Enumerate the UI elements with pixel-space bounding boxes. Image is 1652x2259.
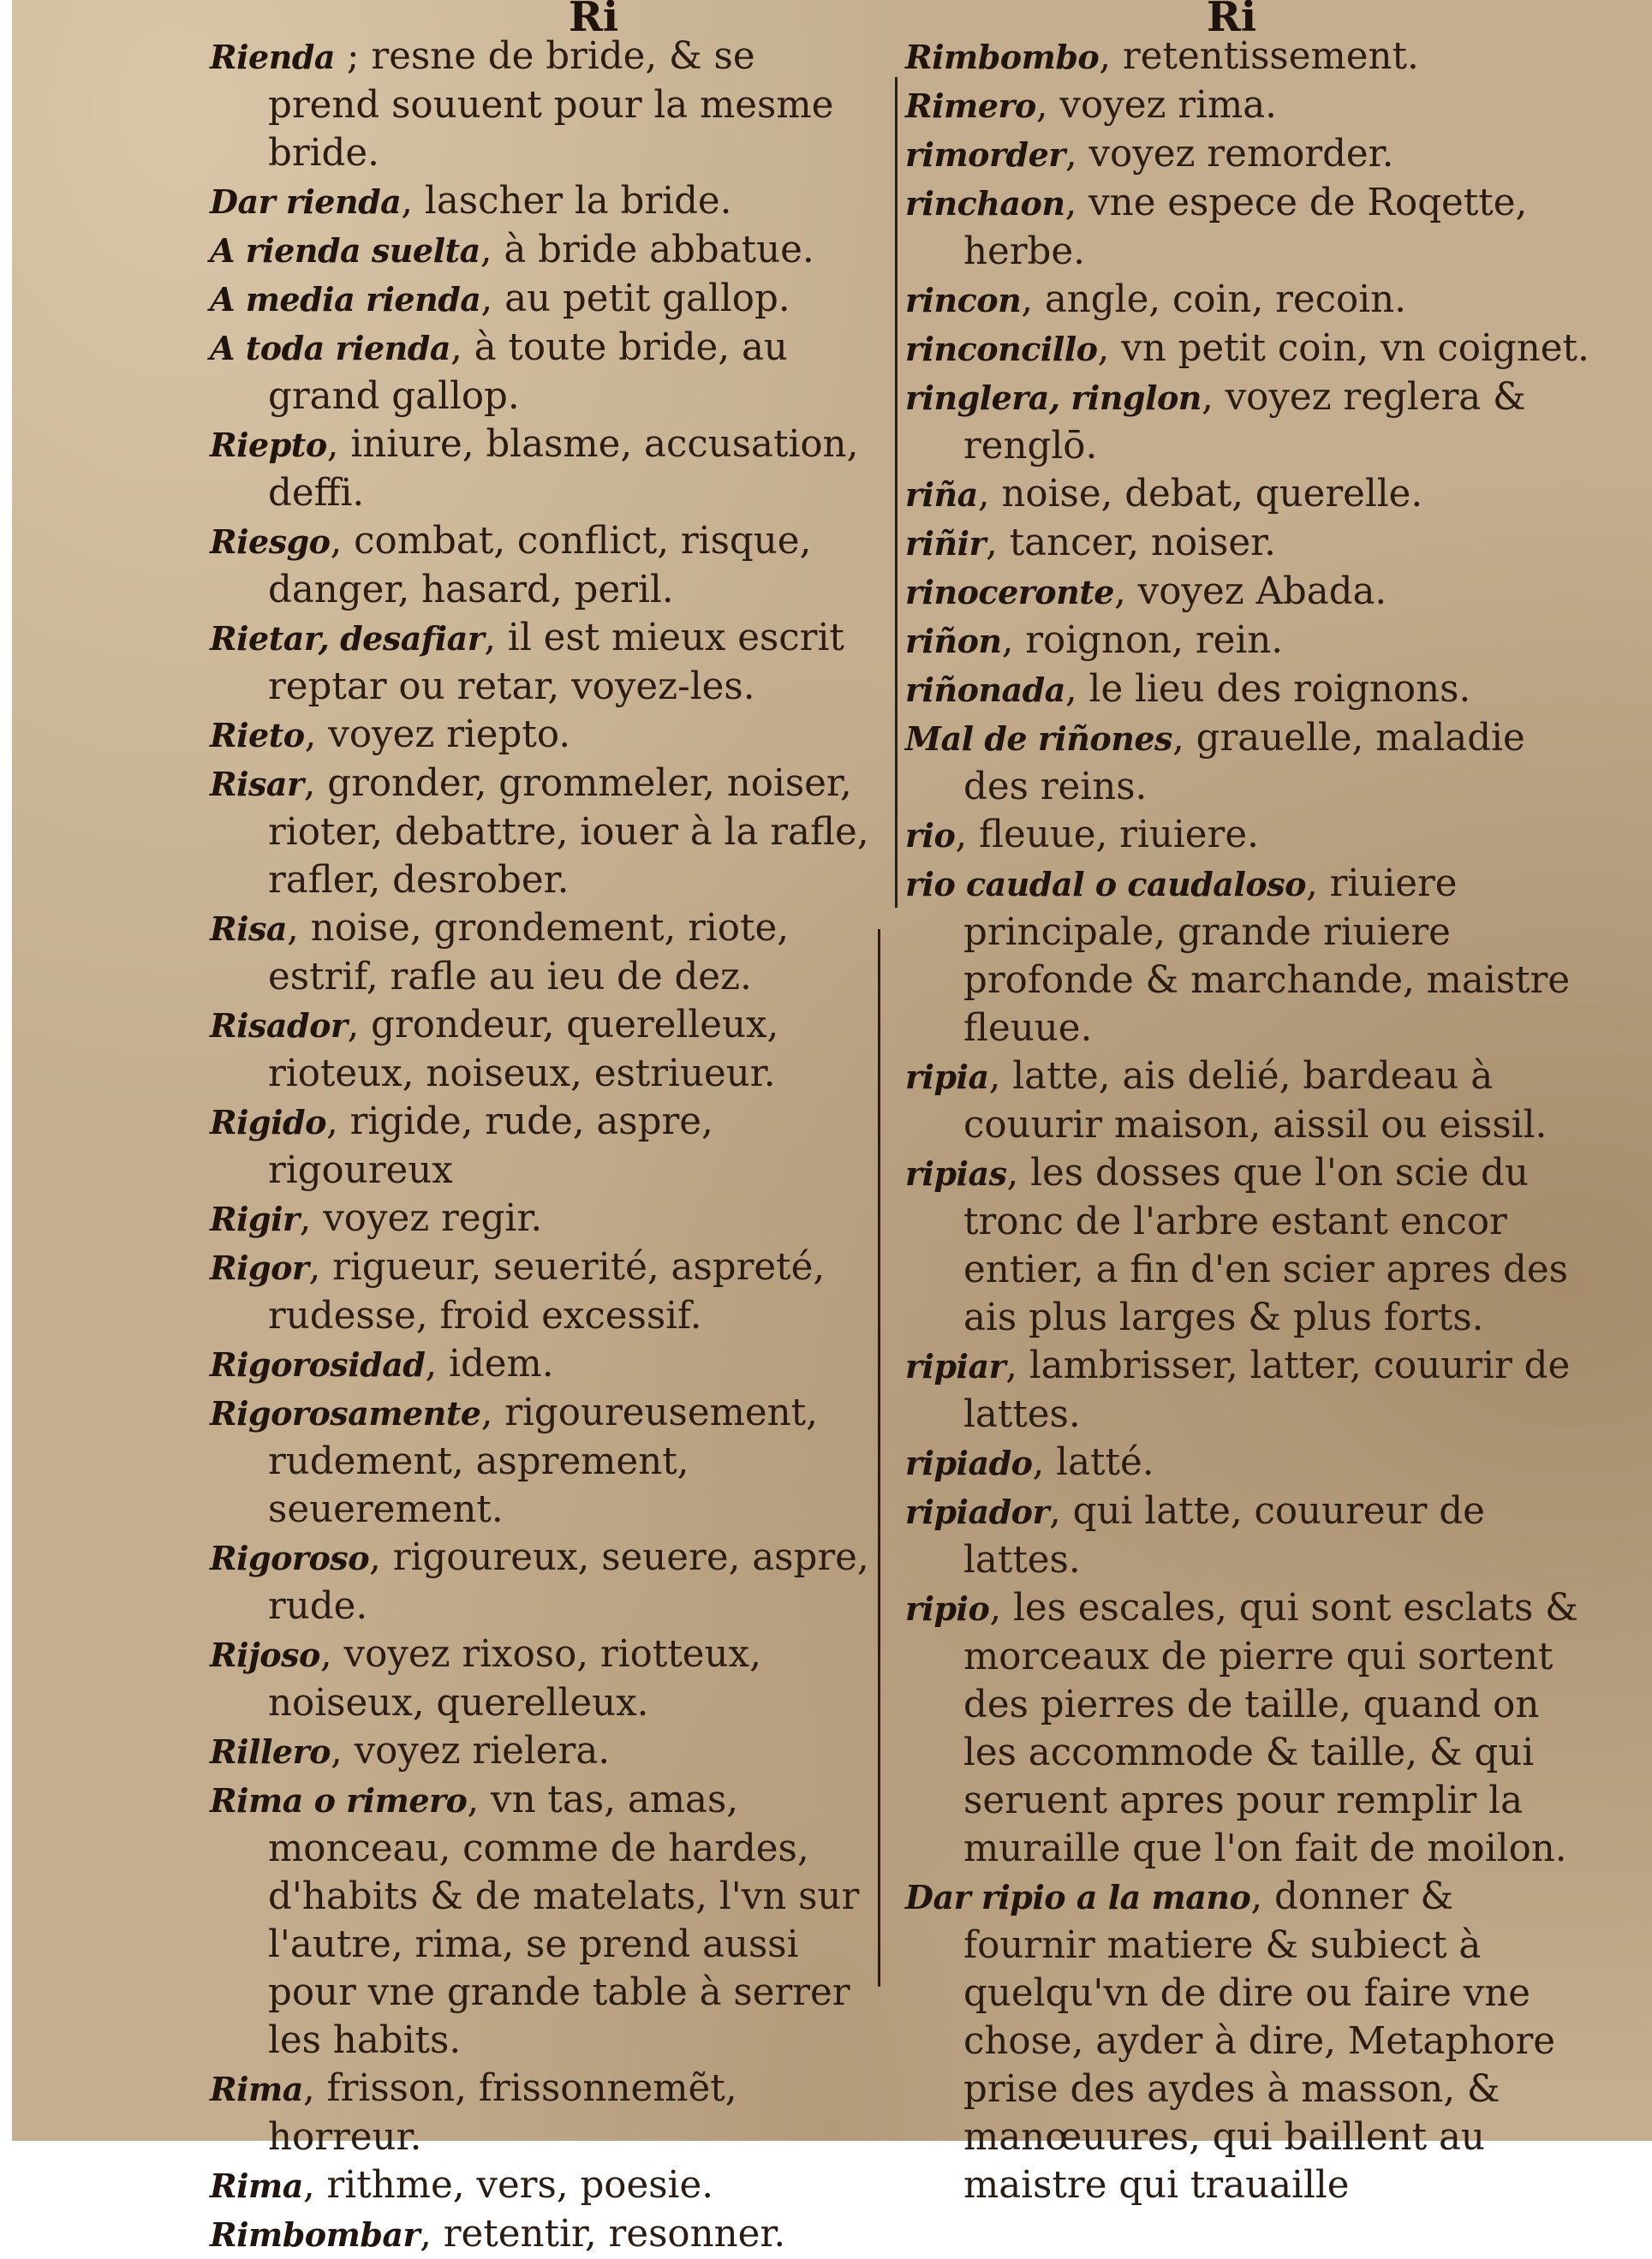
entry-headword: Rima bbox=[210, 2070, 303, 2108]
entry-headword: Rigido bbox=[210, 1103, 326, 1141]
entry-headword: Rigor bbox=[210, 1249, 309, 1287]
entry-definition: , qui latte, couureur de lattes. bbox=[963, 1490, 1485, 1582]
entry-headword: Rillero bbox=[210, 1732, 331, 1771]
dictionary-entry bbox=[905, 33, 1590, 81]
entry-headword: Rima o rimero bbox=[210, 1781, 468, 1820]
entry-headword: Rimbombar bbox=[210, 2215, 420, 2254]
entry-headword: ripio bbox=[905, 1589, 990, 1628]
entry-definition: , latte, ais delié, bardeau à couurir maison, aissil ou eissil. bbox=[963, 1055, 1548, 1147]
dictionary-entry bbox=[210, 1776, 878, 2065]
column-rule-upper bbox=[895, 77, 898, 908]
entry-headword: riña bbox=[905, 475, 978, 514]
entry-headword: rimorder bbox=[905, 135, 1065, 174]
entry-definition: , grauelle, maladie des reins. bbox=[963, 717, 1525, 808]
entry-definition: , les escales, qui sont esclats & morceaux de pierre qui sortent des pierres de taille, quand on les accommode & taille, & qui seruent apres pour remplir la muraille que l'on fait de moilon. bbox=[963, 1587, 1578, 1870]
dictionary-entry bbox=[905, 373, 1590, 470]
entry-headword: A media rienda bbox=[210, 280, 481, 319]
dictionary-entry bbox=[210, 1389, 878, 1534]
entry-definition: , combat, conflict, risque, danger, hasard, peril. bbox=[268, 520, 812, 611]
dictionary-entry bbox=[210, 1534, 878, 1630]
dictionary-entry bbox=[905, 179, 1590, 276]
entry-definition: , voyez rielera. bbox=[330, 1730, 611, 1773]
entry-definition: , lambrisser, latter, couurir de lattes. bbox=[963, 1344, 1571, 1436]
entry-definition: , rigoureusement, rudement, asprement, seuerement. bbox=[268, 1392, 818, 1531]
entry-definition: , rithme, vers, poesie. bbox=[302, 2164, 714, 2207]
entry-headword: rincon bbox=[905, 281, 1022, 319]
dictionary-entry bbox=[210, 275, 878, 324]
dictionary-entry bbox=[905, 1052, 1590, 1149]
dictionary-entry bbox=[210, 1098, 878, 1195]
entry-definition: , les dosses que l'on scie du tronc de l'arbre estant encor entier, a fin d'en scier apres des ais plus larges & plus forts. bbox=[963, 1152, 1568, 1339]
entry-definition: , frisson, frissonnemẽt, horreur. bbox=[268, 2067, 737, 2159]
entry-headword: Rienda bbox=[210, 38, 336, 76]
entry-headword: Rigoroso bbox=[210, 1539, 370, 1577]
dictionary-entry bbox=[905, 1342, 1590, 1439]
entry-headword: ripiador bbox=[905, 1493, 1050, 1531]
entry-headword: riñir bbox=[905, 524, 987, 563]
entry-definition: , tancer, noiser. bbox=[986, 522, 1276, 564]
dictionary-entry bbox=[905, 811, 1590, 860]
entry-headword: Riepto bbox=[210, 426, 327, 464]
dictionary-entry bbox=[905, 325, 1590, 373]
dictionary-entry bbox=[210, 177, 878, 226]
entry-headword: rinchaon bbox=[905, 184, 1065, 223]
dictionary-entry bbox=[210, 1340, 878, 1389]
entry-definition: , retentissement. bbox=[1099, 35, 1419, 78]
dictionary-entry bbox=[905, 1584, 1590, 1873]
entry-headword: Rijoso bbox=[210, 1636, 320, 1674]
entry-definition: , riuiere principale, grande riuiere profonde & marchande, maistre fleuue. bbox=[963, 862, 1571, 1050]
dictionary-entry bbox=[905, 1439, 1590, 1487]
dictionary-entry bbox=[905, 470, 1590, 519]
entry-headword: Risar bbox=[210, 765, 304, 803]
entry-headword: Rietar, desafiar bbox=[210, 619, 485, 658]
entry-headword: rinconcillo bbox=[905, 330, 1098, 368]
dictionary-entry bbox=[905, 276, 1590, 325]
entry-definition: ; resne de bride, & se prend souuent pour la mesme bride. bbox=[268, 35, 834, 175]
entry-definition: , gronder, grommeler, noiser, rioter, debattre, iouer à la rafle, rafler, desrober. bbox=[268, 762, 869, 902]
right-column bbox=[905, 33, 1590, 2209]
entry-definition: , idem. bbox=[425, 1343, 554, 1386]
column-rule-lower bbox=[878, 929, 880, 1987]
dictionary-entry bbox=[905, 1873, 1590, 2209]
entry-definition: , noise, grondement, riote, estrif, rafle au ieu de dez. bbox=[268, 907, 790, 998]
entry-headword: Dar ripio a la mano bbox=[905, 1878, 1251, 1916]
running-head-left: Ri bbox=[569, 0, 619, 41]
entry-headword: rinoceronte bbox=[905, 573, 1114, 611]
entry-definition: , donner & fournir matiere & subiect à quelqu'vn de dire ou faire vne chose, ayder à dire, Metaphore prise des aydes à masson, & manœuures, qui baillent au maistre qui trauaille bbox=[963, 1875, 1556, 2207]
entry-definition: , vn petit coin, vn coignet. bbox=[1097, 327, 1589, 370]
dictionary-entry bbox=[905, 81, 1590, 130]
dictionary-entry bbox=[210, 1630, 878, 1727]
entry-definition: , fleuue, riuiere. bbox=[955, 814, 1259, 856]
entry-headword: ripiar bbox=[905, 1347, 1006, 1386]
entry-headword: A rienda suelta bbox=[210, 231, 480, 270]
entry-headword: ripia bbox=[905, 1058, 989, 1096]
dictionary-entry bbox=[905, 665, 1590, 714]
entry-definition: , noise, debat, querelle. bbox=[977, 473, 1423, 516]
dictionary-entry bbox=[905, 1487, 1590, 1584]
entry-definition: , à toute bride, au grand gallop. bbox=[268, 326, 788, 418]
dictionary-entry bbox=[905, 519, 1590, 568]
entry-definition: , voyez rima. bbox=[1035, 84, 1277, 127]
dictionary-entry bbox=[210, 1243, 878, 1340]
dictionary-entry bbox=[210, 517, 878, 614]
entry-definition: , angle, coin, recoin. bbox=[1021, 278, 1406, 321]
entry-definition: , voyez regir. bbox=[299, 1197, 543, 1240]
entry-headword: ringlera, ringlon bbox=[905, 378, 1202, 417]
entry-definition: , rigoureux, seuere, aspre, rude. bbox=[268, 1536, 869, 1628]
entry-headword: ripiado bbox=[905, 1444, 1033, 1482]
dictionary-entry bbox=[210, 2210, 878, 2259]
entry-definition: , rigide, rude, aspre, rigoureux bbox=[268, 1100, 713, 1192]
entry-definition: , le lieu des roignons. bbox=[1065, 668, 1471, 711]
entry-headword: riñonada bbox=[905, 671, 1065, 709]
entry-definition: , rigueur, seuerité, aspreté, rudesse, froid excessif. bbox=[268, 1246, 826, 1338]
dictionary-entry bbox=[210, 1727, 878, 1776]
entry-definition: , voyez Abada. bbox=[1113, 570, 1387, 613]
dictionary-entry bbox=[210, 33, 878, 177]
entry-definition: , voyez rixoso, riotteux, noiseux, querelleux. bbox=[268, 1633, 761, 1725]
entry-definition: , voyez riepto. bbox=[304, 713, 571, 756]
entry-headword: Rima bbox=[210, 2167, 303, 2205]
dictionary-entry bbox=[210, 614, 878, 711]
dictionary-entry bbox=[210, 760, 878, 904]
dictionary-entry bbox=[210, 1001, 878, 1098]
entry-definition: , à bride abbatue. bbox=[480, 229, 814, 271]
dictionary-entry bbox=[905, 714, 1590, 811]
left-column bbox=[210, 33, 878, 2259]
dictionary-entry bbox=[905, 130, 1590, 179]
entry-definition: , retentir, resonner. bbox=[420, 2213, 786, 2256]
entry-headword: Rigir bbox=[210, 1200, 300, 1238]
entry-definition: , iniure, blasme, accusation, deffi. bbox=[268, 423, 859, 515]
running-head-right: Ri bbox=[1207, 0, 1257, 41]
dictionary-entry bbox=[210, 2065, 878, 2161]
entry-headword: Riesgo bbox=[210, 522, 331, 561]
entry-headword: rio caudal o caudaloso bbox=[905, 865, 1306, 903]
entry-definition: , vn tas, amas, monceau, comme de hardes, d'habits & de matelats, l'vn sur l'autre, rima, se prend aussi pour vne grande table à serrer les habits. bbox=[268, 1779, 860, 2062]
entry-definition: , vne espece de Roqette, herbe. bbox=[963, 182, 1528, 273]
entry-definition: , grondeur, querelleux, rioteux, noiseux, estriueur. bbox=[268, 1004, 779, 1095]
entry-definition: , lascher la bride. bbox=[401, 180, 732, 223]
book-page bbox=[12, 0, 1652, 2256]
entry-headword: Rigorosidad bbox=[210, 1345, 426, 1384]
dictionary-entry bbox=[905, 1149, 1590, 1342]
entry-headword: Mal de riñones bbox=[905, 719, 1172, 758]
dictionary-entry bbox=[905, 568, 1590, 617]
dictionary-entry bbox=[210, 1195, 878, 1243]
entry-headword: Rimbombo bbox=[905, 38, 1100, 76]
entry-headword: Risa bbox=[210, 909, 288, 948]
dictionary-entry bbox=[210, 420, 878, 517]
entry-headword: rio bbox=[905, 816, 956, 855]
dictionary-entry bbox=[210, 711, 878, 760]
entry-headword: Risador bbox=[210, 1006, 348, 1045]
entry-definition: , au petit gallop. bbox=[480, 277, 790, 320]
dictionary-entry bbox=[210, 324, 878, 420]
entry-headword: Rigorosamente bbox=[210, 1394, 481, 1433]
entry-headword: Rieto bbox=[210, 716, 305, 754]
dictionary-entry bbox=[905, 617, 1590, 665]
dictionary-entry bbox=[210, 904, 878, 1001]
dictionary-entry bbox=[210, 2161, 878, 2210]
entry-headword: ripias bbox=[905, 1154, 1007, 1193]
dictionary-entry bbox=[905, 860, 1590, 1052]
entry-definition: , voyez reglera & renglō. bbox=[963, 376, 1526, 468]
dictionary-entry bbox=[210, 226, 878, 275]
entry-definition: , latté. bbox=[1032, 1441, 1154, 1484]
entry-headword: riñon bbox=[905, 622, 1002, 660]
entry-headword: A toda rienda bbox=[210, 329, 450, 367]
entry-headword: Rimero bbox=[905, 86, 1036, 125]
entry-definition: , il est mieux escrit reptar ou retar, voyez-les. bbox=[268, 617, 844, 708]
entry-definition: , roignon, rein. bbox=[1001, 619, 1284, 662]
entry-definition: , voyez remorder. bbox=[1065, 133, 1394, 176]
entry-headword: Dar rienda bbox=[210, 182, 402, 221]
